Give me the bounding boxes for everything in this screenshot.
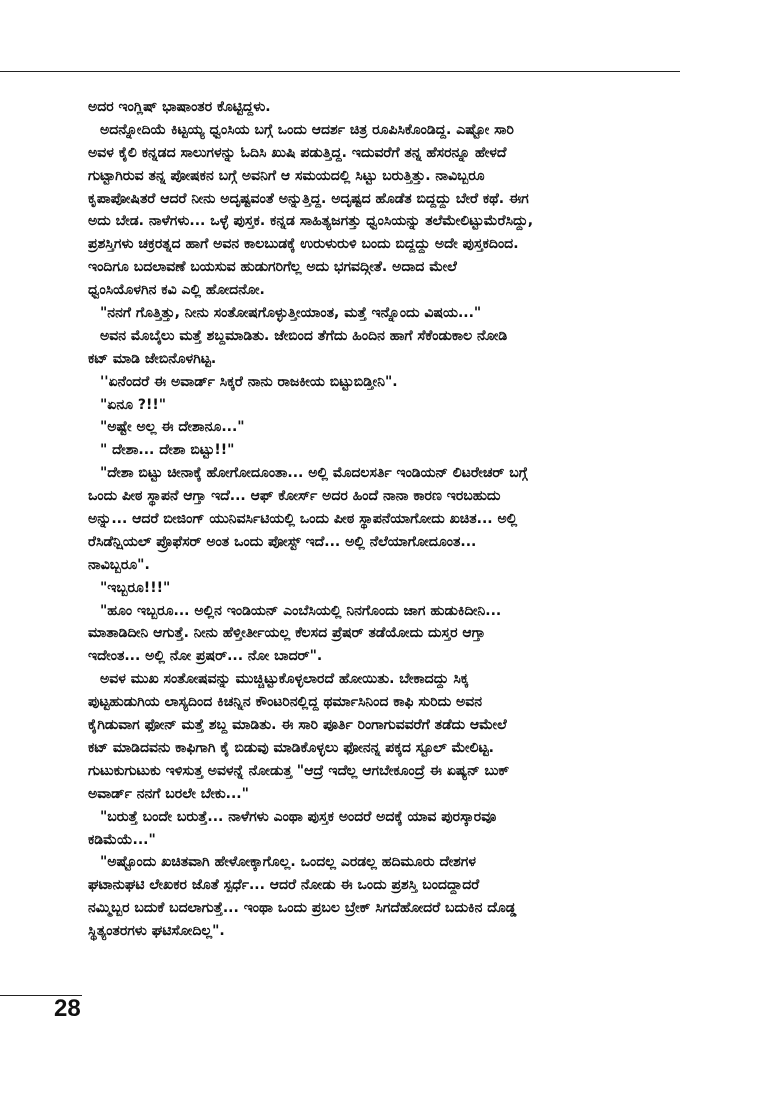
text-line: ಅವಳ ಮುಖ ಸಂತೋಷವನ್ನು ಮುಚ್ಚಿಟ್ಟುಕೊಳ್ಳಲಾರದೆ ಹೋಯಿತು. ಬೇಕಾದದ್ದು ಸಿಕ್ಕ	[100, 671, 469, 688]
text-line: ಒಂದು ಪೀಠ ಸ್ಥಾಪನೆ ಆಗ್ತಾ ಇದೆ... ಆಫ್ ಕೋರ್ಸ್ ಅದರ ಹಿಂದೆ ನಾನಾ ಕಾರಣ ಇರಬಹುದು	[88, 488, 501, 505]
text-line: "ಬರುತ್ತೆ ಬಂದೇ ಬರುತ್ತೆ... ನಾಳೆಗಳು ಎಂಥಾ ಪುಸ್ತಕ ಅಂದರೆ ಅದಕ್ಕೆ ಯಾವ ಪುರಸ್ಕಾರವೂ	[100, 808, 497, 825]
text-line: ನಾವಿಬ್ಬರೂ".	[88, 556, 150, 573]
top-rule	[0, 71, 680, 72]
text-line: ರೆಸಿಡೆನ್ಷಿಯಲ್ ಪ್ರೊಫೆಸರ್ ಅಂತ ಒಂದು ಪೋಸ್ಟ್ ಇದೆ... ಅಲ್ಲಿ ನೆಲೆಯಾಗೋದೂಂತ...	[88, 533, 477, 550]
text-line: ಮಾತಾಡಿದೀನಿ ಆಗುತ್ತೆ. ನೀನು ಹೆಳ್ತೀರ್ತೀಯಲ್ಲ ಕೆಲಸದ ಪ್ರೆಷರ್ ತಡೆಯೋದು ದುಸ್ತರ ಆಗ್ತಾ	[88, 625, 486, 642]
text-line: ಅವಾರ್ಡ್ ನನಗೆ ಬರಲೇ ಬೇಕು..."	[88, 785, 249, 802]
text-line: ಕಟ್ ಮಾಡಿದವನು ಕಾಫಿಗಾಗಿ ಕೈ ಬಿಡುವು ಮಾಡಿಕೊಳ್ಳಲು ಫೋನನ್ನ ಪಕ್ಕದ ಸ್ಟೂಲ್ ಮೇಲಿಟ್ಟ.	[88, 739, 494, 756]
text-line: "ಹೂಂ ಇಬ್ಬರೂ... ಅಲ್ಲಿನ ಇಂಡಿಯನ್ ಎಂಬೆಸಿಯಲ್ಲಿ ನಿನಗೊಂದು ಜಾಗ ಹುಡುಕಿದೀನಿ...	[100, 602, 502, 619]
text-line: ಇದೇಂತ... ಅಲ್ಲಿ ನೋ ಪ್ರಷರ್... ನೋ ಬಾದರ್".	[88, 648, 323, 665]
text-line: ಕಟ್ ಮಾಡಿ ಜೇಬಿನೊಳಗಿಟ್ಟ.	[88, 350, 217, 367]
body-text	[88, 96, 670, 943]
text-line: ಪುಟ್ಟಹುಡುಗಿಯ ಲಾಸ್ಯದಿಂದ ಕಿಚನ್ನಿನ ಕೌಂಟರಿನಲ್ಲಿದ್ದ ಥರ್ಮಾಸಿನಿಂದ ಕಾಫಿ ಸುರಿದು ಅವನ	[88, 694, 483, 711]
text-line: ಅವಳ ಕೈಲಿ ಕನ್ನಡದ ಸಾಲುಗಳನ್ನು ಓದಿಸಿ ಖುಷಿ ಪಡುತ್ತಿದ್ದ. ಇದುವರೆಗೆ ತನ್ನ ಹೆಸರನ್ನೂ ಹೇಳದೆ	[88, 144, 507, 161]
text-line: ಅನ್ನು... ಆದರೆ ಬೀಜಿಂಗ್ ಯುನಿವರ್ಸಿಟಿಯಲ್ಲಿ ಒಂದು ಪೀಠ ಸ್ಥಾಪನೆಯಾಗೋದು ಖಚಿತ... ಅಲ್ಲಿ	[88, 511, 518, 528]
text-line: "ಅಷ್ಟೇ ಅಲ್ಲ ಈ ದೇಶಾನೂ..."	[100, 419, 245, 436]
text-line: ಘಟಾನುಘಟಿ ಲೇಖಕರ ಜೊತೆ ಸ್ಪರ್ಧೆ... ಆದರೆ ನೋಡು ಈ ಒಂದು ಪ್ರಶಸ್ತಿ ಬಂದದ್ದಾದರೆ	[88, 877, 480, 894]
text-line: ಕೈಗಿಡುವಾಗ ಫೋನ್ ಮತ್ತೆ ಶಬ್ದ ಮಾಡಿತು. ಈ ಸಾರಿ ಪೂರ್ತಿ ರಿಂಗಾಗುವವರೆಗೆ ತಡೆದು ಆಮೇಲೆ	[88, 717, 507, 734]
text-line: ಅದನ್ನೋದಿಯೆ ಕಿಟ್ಟಯ್ಯ ಧ್ವಂಸಿಯ ಬಗ್ಗೆ ಒಂದು ಆದರ್ಶ ಚಿತ್ರ ರೂಪಿಸಿಕೊಂಡಿದ್ದ. ಎಷ್ಟೋ ಸಾರಿ	[100, 121, 514, 138]
text-line: ನಮ್ಮಿಬ್ಬರ ಬದುಕೆ ಬದಲಾಗುತ್ತೆ... ಇಂಥಾ ಒಂದು ಪ್ರಬಲ ಬ್ರೇಕ್ ಸಿಗದೆಹೋದರೆ ಬದುಕಿನ ದೊಡ್ಡ	[88, 900, 517, 917]
text-line: "ಏನೂ ?!!"	[100, 396, 167, 413]
text-line: "ಅಷ್ಟೊಂದು ಖಚಿತವಾಗಿ ಹೇಳೋಕ್ಕಾಗೊಲ್ಲ. ಒಂದಲ್ಲ ಎರಡಲ್ಲ ಹದಿಮೂರು ದೇಶಗಳ	[100, 854, 476, 871]
text-line: ಕೃಪಾಪೋಷಿತರೆ ಆದರೆ ನೀನು ಅದೃಷ್ಟವಂತೆ ಅನ್ನುತ್ತಿದ್ದ. ಅದೃಷ್ಟದ ಹೊಡೆತ ಬಿದ್ದದ್ದು ಬೇರೆ ಕಥೆ. ಈಗ	[88, 190, 529, 207]
text-line: ಅವನ ಮೊಬೈಲು ಮತ್ತೆ ಶಬ್ದಮಾಡಿತು. ಜೇಬಿಂದ ತೆಗೆದು ಹಿಂದಿನ ಹಾಗೆ ಸೆಕೆಂಡುಕಾಲ ನೋಡಿ	[100, 327, 508, 344]
text-line: ಇಂದಿಗೂ ಬದಲಾವಣೆ ಬಯಸುವ ಹುಡುಗರಿಗೆಲ್ಲ ಅದು ಭಗವದ್ಗೀತೆ. ಅದಾದ ಮೇಲೆ	[88, 259, 457, 276]
text-line: "ಇಬ್ಬರೂ!!!"	[100, 579, 171, 596]
text-line: "ದೇಶಾ ಬಿಟ್ಟು ಚೀನಾಕ್ಕೆ ಹೋಗೋದೂಂತಾ... ಅಲ್ಲಿ ಮೊದಲಸರ್ತಿ ಇಂಡಿಯನ್ ಲಿಟರೇಚರ್ ಬಗ್ಗೆ	[100, 465, 528, 482]
text-line: ಕಡಿಮೆಯೆ..."	[88, 831, 156, 848]
text-line: "ನನಗೆ ಗೊತ್ತಿತ್ತು, ನೀನು ಸಂತೋಷಗೊಳ್ಳುತ್ತೀಯಾಂತ, ಮತ್ತೆ ಇನ್ನೊಂದು ವಿಷಯ..."	[100, 305, 482, 322]
text-line: ''ಏನೆಂದರೆ ಈ ಅವಾರ್ಡ್ ಸಿಕ್ಕರೆ ನಾನು ರಾಜಕೀಯ ಬಿಟ್ಟುಬಿಡ್ತೀನಿ".	[100, 373, 398, 390]
page-number: 28	[54, 995, 81, 1022]
text-line: ಪ್ರಶಸ್ತಿಗಳು ಚಕ್ರರತ್ನದ ಹಾಗೆ ಅವನ ಕಾಲಬುಡಕ್ಕೆ ಉರುಳುರುಳಿ ಬಂದು ಬಿದ್ದದ್ದು ಅದೇ ಪುಸ್ತಕದಿಂದ.	[88, 236, 519, 253]
text-line: " ದೇಶಾ... ದೇಶಾ ಬಿಟ್ಟು!!"	[100, 442, 235, 459]
text-line: ಸ್ಥಿತ್ಯಂತರಗಳು ಘಟಿಸೋದಿಲ್ಲ".	[88, 923, 225, 940]
text-line: ಅದರ ಇಂಗ್ಲಿಷ್ ಭಾಷಾಂತರ ಕೊಟ್ಟಿದ್ದಳು.	[88, 99, 271, 115]
text-line: ಗುಟುಕುಗುಟುಕು ಇಳಿಸುತ್ತ ಅವಳನ್ನೆ ನೋಡುತ್ತ "ಆದ್ರೆ ಇದೆಲ್ಲ ಆಗಬೇಕೂಂದ್ರೆ ಈ ಏಷ್ಯನ್ ಬುಕ್	[88, 762, 510, 779]
text-line: ಅದು ಬೇಡ. ನಾಳೆಗಳು... ಒಳ್ಳೆ ಪುಸ್ತಕ. ಕನ್ನಡ ಸಾಹಿತ್ಯಜಗತ್ತು ಧ್ವಂಸಿಯನ್ನು ತಲೆಮೇಲಿಟ್ಟುಮೆರೆಸಿದ್ದು,	[88, 213, 534, 230]
text-line: ಗುಟ್ಟಾಗಿರುವ ತನ್ನ ಪೋಷಕನ ಬಗ್ಗೆ ಅವನಿಗೆ ಆ ಸಮಯದಲ್ಲಿ ಸಿಟ್ಟು ಬರುತ್ತಿತ್ತು. ನಾವಿಬ್ಬರೂ	[88, 167, 485, 184]
text-line: ಧ್ವಂಸಿಯೊಳಗಿನ ಕವಿ ಎಲ್ಲಿ ಹೋದನೋ.	[88, 282, 265, 299]
